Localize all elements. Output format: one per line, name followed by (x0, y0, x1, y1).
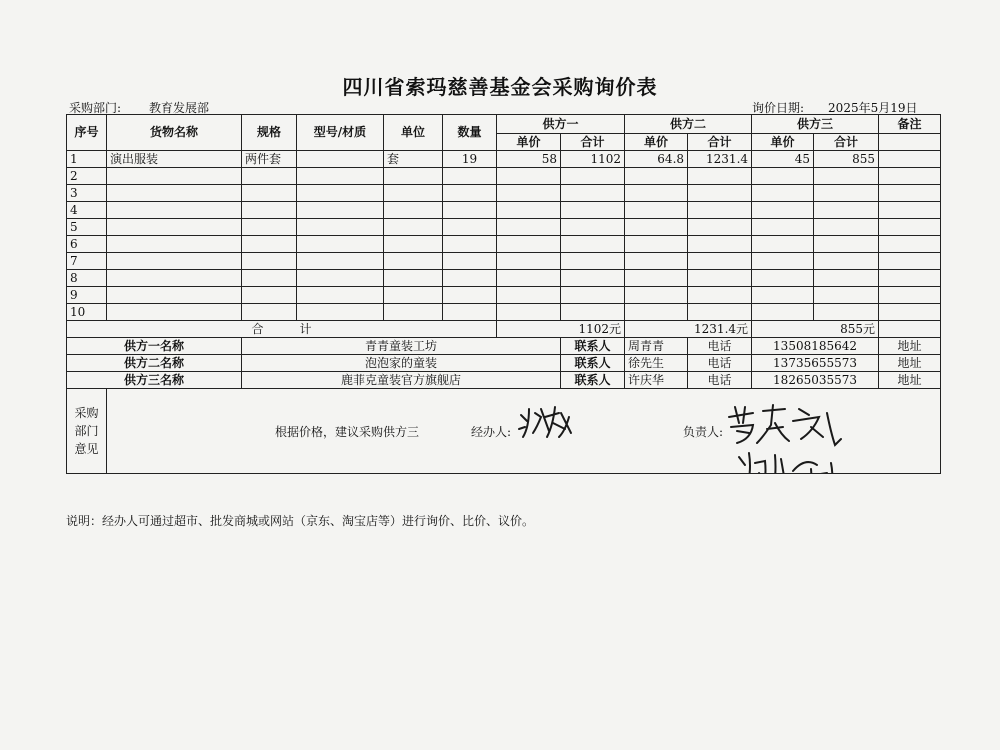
row-s2-price (625, 270, 688, 287)
row-s2-total: 1231.4 (688, 151, 752, 168)
row-s1-total (561, 236, 625, 253)
phone-label: 电话 (688, 338, 752, 355)
row-remark (879, 151, 941, 168)
col-supplier3: 供方三 (752, 115, 879, 134)
row-spec (242, 168, 297, 185)
table-row (67, 287, 941, 304)
row-s2-total (688, 219, 752, 236)
row-unit (384, 219, 443, 236)
leader-label: 负责人: (683, 425, 724, 439)
row-s1-price (497, 253, 561, 270)
row-model (297, 151, 384, 168)
row-s1-price (497, 219, 561, 236)
row-s2-total (688, 185, 752, 202)
row-spec (242, 185, 297, 202)
table-row (67, 236, 941, 253)
row-s3-total (814, 287, 879, 304)
table-row (67, 202, 941, 219)
row-qty (443, 287, 497, 304)
row-model (297, 168, 384, 185)
col-name: 货物名称 (107, 115, 242, 151)
row-qty (443, 168, 497, 185)
row-model (297, 236, 384, 253)
row-s1-total (561, 253, 625, 270)
handler-signature (515, 403, 579, 443)
row-s1-total (561, 304, 625, 321)
row-unit (384, 270, 443, 287)
row-s3-price (752, 236, 814, 253)
leader-signature (723, 403, 843, 453)
phone-value: 13508185642 (752, 338, 879, 355)
row-seq: 4 (67, 202, 107, 219)
row-seq: 2 (67, 168, 107, 185)
row-unit (384, 202, 443, 219)
row-remark (879, 185, 941, 202)
row-s3-total (814, 168, 879, 185)
opinion-text: 根据价格，建议采购供方三 (275, 425, 420, 439)
phone-value: 13735655573 (752, 355, 879, 372)
row-seq: 5 (67, 219, 107, 236)
row-qty (443, 236, 497, 253)
row-s3-total: 855 (814, 151, 879, 168)
phone-label: 电话 (688, 355, 752, 372)
row-model (297, 304, 384, 321)
contact-name: 周青青 (625, 338, 688, 355)
row-model (297, 287, 384, 304)
row-remark (879, 236, 941, 253)
sum-supplier3: 855元 (752, 321, 879, 338)
row-s3-total (814, 253, 879, 270)
table-row (67, 219, 941, 236)
row-s3-total (814, 236, 879, 253)
row-s2-price (625, 168, 688, 185)
sum-row (67, 321, 941, 338)
row-spec (242, 287, 297, 304)
date-label: 询价日期: (752, 101, 805, 115)
row-s1-price (497, 202, 561, 219)
row-model (297, 202, 384, 219)
col-s3-price: 单价 (752, 134, 814, 151)
row-s1-price (497, 236, 561, 253)
dept-value: 教育发展部 (149, 101, 210, 115)
handler-label: 经办人: (471, 425, 512, 439)
row-seq: 9 (67, 287, 107, 304)
row-qty (443, 219, 497, 236)
phone-value: 18265035573 (752, 372, 879, 389)
supplier-label: 供方一名称 (67, 338, 242, 355)
supplier-row (67, 372, 941, 389)
row-s2-price (625, 236, 688, 253)
sum-remark (879, 321, 941, 338)
row-s1-total (561, 219, 625, 236)
col-s1-total: 合计 (561, 134, 625, 151)
row-s2-price (625, 304, 688, 321)
row-s3-price (752, 253, 814, 270)
row-remark (879, 168, 941, 185)
row-spec (242, 202, 297, 219)
row-qty (443, 304, 497, 321)
row-s1-total (561, 287, 625, 304)
table-row (67, 253, 941, 270)
row-s2-price (625, 219, 688, 236)
phone-label: 电话 (688, 372, 752, 389)
row-s1-total (561, 202, 625, 219)
opinion-row (67, 389, 941, 474)
dept-label: 采购部门: (69, 101, 122, 115)
quote-table (66, 114, 941, 474)
row-s2-total (688, 270, 752, 287)
supplier-name: 泡泡家的童装 (242, 355, 561, 372)
row-s3-price (752, 219, 814, 236)
supplier-row (67, 338, 941, 355)
row-name (107, 253, 242, 270)
addr-label: 地址 (879, 372, 941, 389)
row-s3-total (814, 185, 879, 202)
contact-label: 联系人 (561, 355, 625, 372)
addr-label: 地址 (879, 355, 941, 372)
row-s1-price (497, 185, 561, 202)
row-seq: 7 (67, 253, 107, 270)
supplier-label: 供方三名称 (67, 372, 242, 389)
row-s2-total (688, 304, 752, 321)
col-s2-price: 单价 (625, 134, 688, 151)
row-name (107, 168, 242, 185)
row-name (107, 185, 242, 202)
row-model (297, 253, 384, 270)
row-unit: 套 (384, 151, 443, 168)
row-s3-total (814, 304, 879, 321)
row-s3-total (814, 219, 879, 236)
row-name (107, 287, 242, 304)
row-s2-price: 64.8 (625, 151, 688, 168)
table-row (67, 151, 941, 168)
table-row (67, 168, 941, 185)
row-remark (879, 287, 941, 304)
row-remark (879, 304, 941, 321)
row-model (297, 185, 384, 202)
row-s2-price (625, 202, 688, 219)
col-seq: 序号 (67, 115, 107, 151)
row-s2-total (688, 168, 752, 185)
row-remark (879, 253, 941, 270)
row-seq: 10 (67, 304, 107, 321)
col-s2-total: 合计 (688, 134, 752, 151)
row-qty (443, 185, 497, 202)
row-s2-total (688, 202, 752, 219)
row-unit (384, 168, 443, 185)
row-s3-price (752, 287, 814, 304)
contact-name: 许庆华 (625, 372, 688, 389)
row-name: 演出服装 (107, 151, 242, 168)
row-s1-total (561, 270, 625, 287)
row-unit (384, 253, 443, 270)
row-s1-price (497, 168, 561, 185)
row-spec (242, 304, 297, 321)
row-model (297, 219, 384, 236)
row-qty (443, 253, 497, 270)
row-unit (384, 304, 443, 321)
row-s3-price (752, 168, 814, 185)
row-s1-total (561, 185, 625, 202)
row-remark (879, 219, 941, 236)
row-seq: 1 (67, 151, 107, 168)
row-spec (242, 270, 297, 287)
opinion-label: 采购部门意见 (67, 389, 107, 474)
row-model (297, 270, 384, 287)
row-s2-price (625, 185, 688, 202)
sum-supplier1: 1102元 (497, 321, 625, 338)
table-row (67, 185, 941, 202)
sum-label: 合 计 (67, 321, 497, 338)
table-row (67, 304, 941, 321)
supplier-row (67, 355, 941, 372)
row-s3-price (752, 185, 814, 202)
row-name (107, 304, 242, 321)
row-s1-price (497, 304, 561, 321)
row-s2-price (625, 287, 688, 304)
col-qty: 数量 (443, 115, 497, 151)
header-row (67, 115, 941, 134)
row-spec (242, 219, 297, 236)
col-supplier2: 供方二 (625, 115, 752, 134)
contact-name: 徐先生 (625, 355, 688, 372)
row-spec: 两件套 (242, 151, 297, 168)
row-unit (384, 287, 443, 304)
row-s3-price (752, 270, 814, 287)
supplier-name: 青青童装工坊 (242, 338, 561, 355)
row-name (107, 219, 242, 236)
row-unit (384, 236, 443, 253)
row-s3-price (752, 304, 814, 321)
row-qty: 19 (443, 151, 497, 168)
date-value: 2025年5月19日 (828, 101, 918, 115)
row-s1-price: 58 (497, 151, 561, 168)
row-s2-total (688, 287, 752, 304)
row-s3-price: 45 (752, 151, 814, 168)
row-s2-price (625, 253, 688, 270)
row-seq: 3 (67, 185, 107, 202)
row-s1-price (497, 270, 561, 287)
row-spec (242, 236, 297, 253)
row-seq: 6 (67, 236, 107, 253)
footnote: 说明：经办人可通过超市、批发商城或网站（京东、淘宝店等）进行询价、比价、议价。 (66, 514, 535, 528)
col-remark: 备注 (879, 115, 941, 134)
row-s2-total (688, 253, 752, 270)
row-unit (384, 185, 443, 202)
col-supplier1: 供方一 (497, 115, 625, 134)
sum-supplier2: 1231.4元 (625, 321, 752, 338)
row-qty (443, 202, 497, 219)
contact-label: 联系人 (561, 338, 625, 355)
supplier-label: 供方二名称 (67, 355, 242, 372)
table-row (67, 270, 941, 287)
row-s1-price (497, 287, 561, 304)
col-model: 型号/材质 (297, 115, 384, 151)
col-spec: 规格 (242, 115, 297, 151)
addr-label: 地址 (879, 338, 941, 355)
row-s1-total (561, 168, 625, 185)
row-s1-total: 1102 (561, 151, 625, 168)
row-spec (242, 253, 297, 270)
row-s3-total (814, 270, 879, 287)
row-s3-total (814, 202, 879, 219)
form-title: 四川省索玛慈善基金会采购询价表 (342, 75, 658, 99)
col-s1-price: 单价 (497, 134, 561, 151)
row-s2-total (688, 236, 752, 253)
row-s3-price (752, 202, 814, 219)
row-name (107, 270, 242, 287)
row-remark (879, 202, 941, 219)
row-remark (879, 270, 941, 287)
contact-label: 联系人 (561, 372, 625, 389)
col-remark-sub (879, 134, 941, 151)
row-qty (443, 270, 497, 287)
supplier-name: 鹿菲克童装官方旗舰店 (242, 372, 561, 389)
row-name (107, 236, 242, 253)
row-seq: 8 (67, 270, 107, 287)
col-unit: 单位 (384, 115, 443, 151)
second-signature (731, 449, 851, 474)
opinion-cell (107, 389, 941, 474)
row-name (107, 202, 242, 219)
col-s3-total: 合计 (814, 134, 879, 151)
